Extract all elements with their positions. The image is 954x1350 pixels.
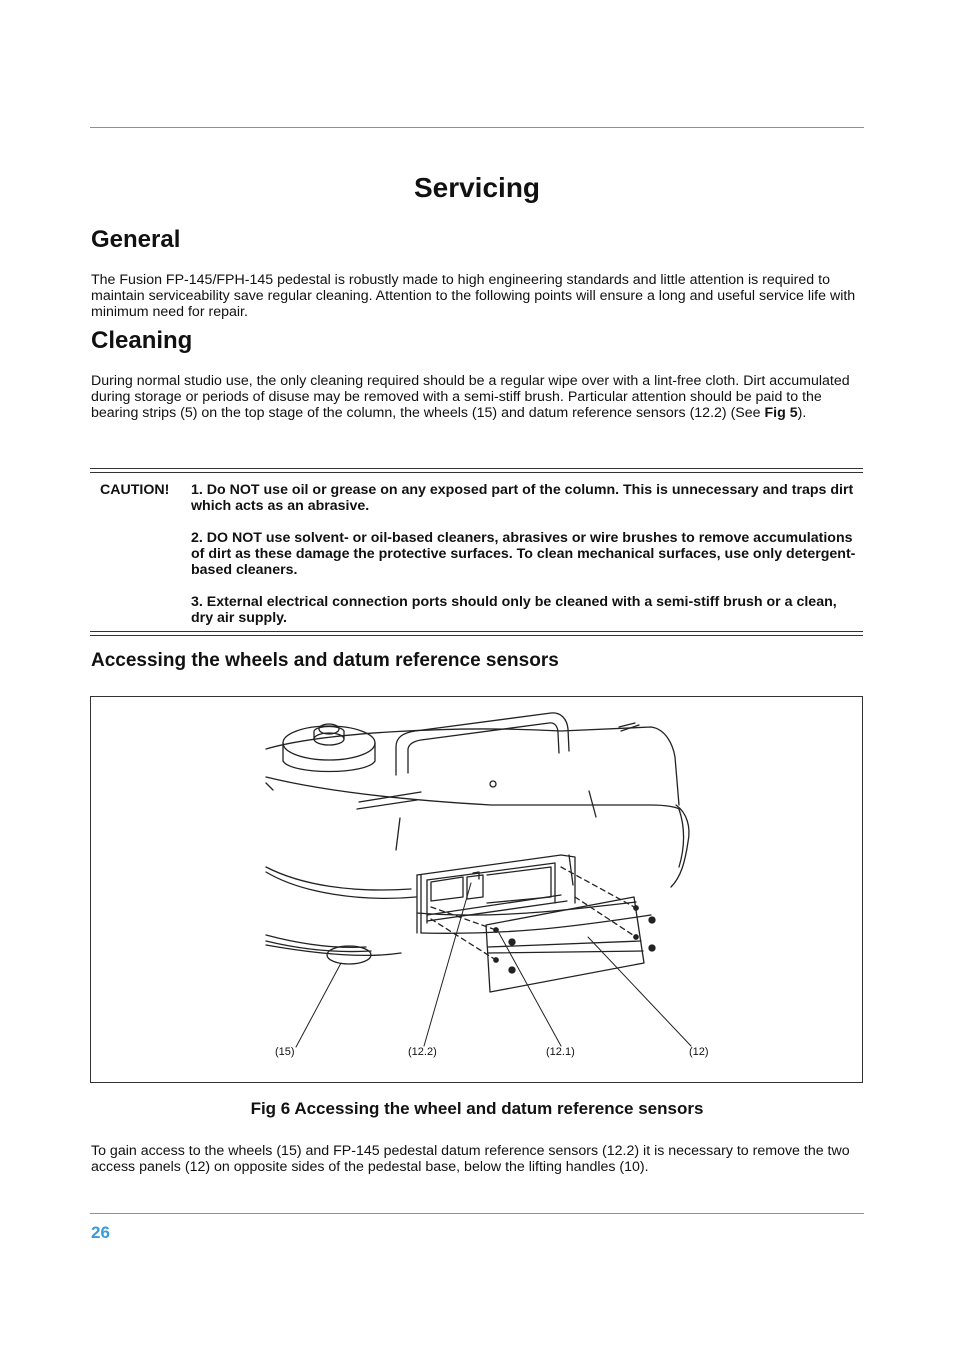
section-heading-access: Accessing the wheels and datum reference sensors	[91, 650, 559, 671]
figure-caption: Fig 6 Accessing the wheel and datum reference sensors	[250, 1099, 704, 1118]
cleaning-text-end: ).	[797, 405, 807, 421]
caution-item: 2. DO NOT use solvent- or oil-based cleaners, abrasives or wire brushes to remove accumulations of dirt as these damage the protective surfaces. To clean mechanical surfaces, use only detergent-based cleaners.	[191, 530, 856, 578]
header-rule	[90, 127, 864, 128]
caution-box	[90, 468, 863, 636]
callout-label: (12.1)	[546, 1046, 575, 1058]
access-paragraph: To gain access to the wheels (15) and FP-145 pedestal datum reference sensors (12.2) it is necessary to remove the two access panels (12) on opposite sides of the pedestal base, below the lifting handles (10).	[91, 1143, 850, 1175]
caution-rule-bottom	[90, 631, 863, 636]
pedestal-base-illustration	[91, 697, 862, 1082]
general-paragraph: The Fusion FP-145/FPH-145 pedestal is robustly made to high engineering standards and little attention is required to maintain serviceability save regular cleaning. Attention to the following points will ensure a long and useful service life with minimum need for repair.	[91, 272, 856, 320]
section-heading-general: General	[91, 226, 181, 253]
section-heading-cleaning: Cleaning	[91, 327, 193, 354]
cleaning-paragraph	[91, 373, 863, 421]
figure-frame	[90, 696, 863, 1083]
figure-reference: Fig 5	[764, 405, 798, 421]
caution-label: CAUTION!	[100, 482, 170, 498]
footer-rule	[90, 1213, 864, 1214]
page-title: Servicing	[413, 172, 541, 203]
callout-label: (12.2)	[408, 1046, 437, 1058]
callout-label: (12)	[689, 1046, 709, 1058]
caution-rule-top	[90, 468, 863, 473]
caution-item: 1. Do NOT use oil or grease on any exposed part of the column. This is unnecessary and traps dirt which acts as an abrasive.	[191, 482, 854, 514]
caution-item: 3. External electrical connection ports should only be cleaned with a semi-stiff brush or a clean, dry air supply.	[191, 594, 837, 626]
callout-label: (15)	[275, 1046, 295, 1058]
page-number: 26	[91, 1223, 110, 1242]
cleaning-text: During normal studio use, the only cleaning required should be a regular wipe over with a lint-free cloth. Dirt accumulated during storage or periods of disuse may be removed with a semi-stiff brush. Particular attention should be paid to the bearing strips (5) on the top stage of the column, the wheels (15) and datum reference sensors (12.2) (See	[91, 373, 850, 421]
